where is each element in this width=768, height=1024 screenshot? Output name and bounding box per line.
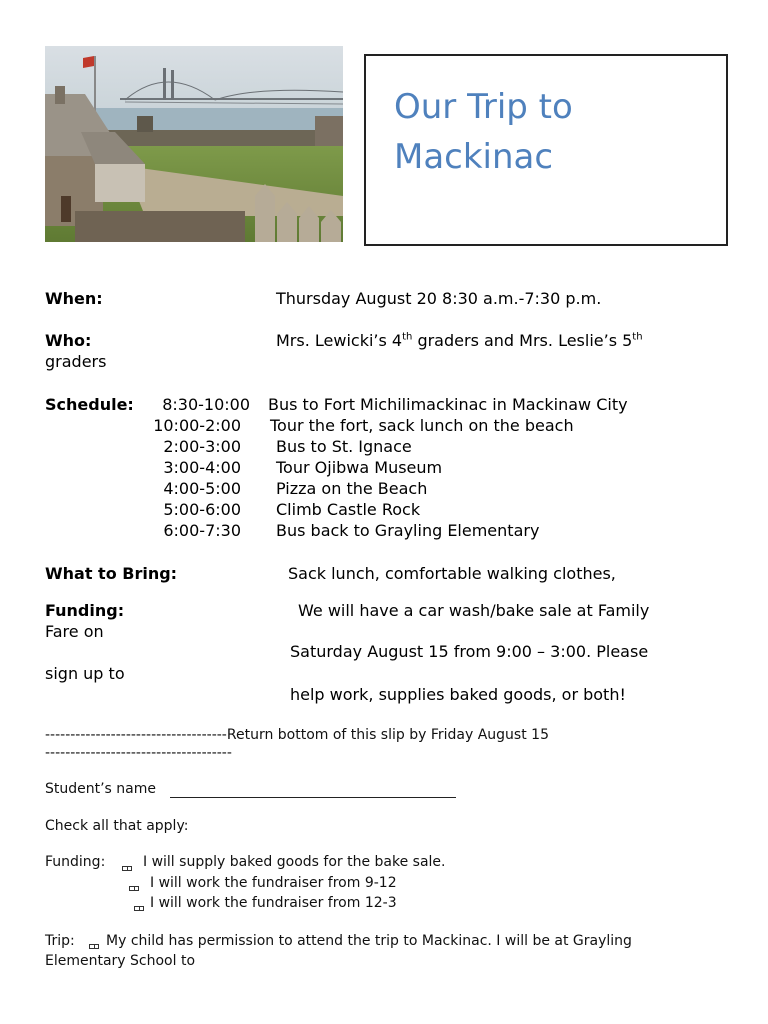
- who-wrap: graders: [45, 352, 107, 371]
- who-label: Who:: [45, 331, 92, 350]
- funding-wrap1: Fare on: [45, 622, 104, 641]
- schedule-activity: Climb Castle Rock: [276, 500, 421, 519]
- schedule-time: 4:00-5:00: [163, 479, 241, 498]
- schedule-time: 10:00-2:00: [153, 416, 241, 435]
- slip-return-text: Return bottom of this slip by Friday August 15: [226, 727, 549, 743]
- schedule-activity: Bus to St. Ignace: [276, 437, 412, 456]
- page-title: Our Trip to Mackinac: [394, 87, 573, 177]
- when-label: When:: [45, 289, 103, 308]
- student-name-label: Student’s name: [45, 781, 157, 797]
- slip-separator: [45, 726, 549, 744]
- slip-funding-label: Funding:: [45, 854, 106, 870]
- fort-photo-image: [45, 46, 343, 242]
- bring-value: Sack lunch, comfortable walking clothes,: [288, 564, 616, 583]
- funding-line3: help work, supplies baked goods, or both!: [290, 685, 626, 704]
- who-part2: graders and Mrs. Leslie’s 5: [412, 331, 633, 350]
- title-box: [364, 54, 728, 246]
- schedule-activity: Pizza on the Beach: [276, 479, 428, 498]
- checkbox-work-9-12[interactable]: [129, 886, 139, 891]
- schedule-time: 6:00-7:30: [163, 521, 241, 540]
- student-name-line[interactable]: [170, 797, 456, 798]
- schedule-label: Schedule:: [45, 395, 134, 414]
- schedule-time: 3:00-4:00: [163, 458, 241, 477]
- option-baked-goods: I will supply baked goods for the bake sale.: [143, 854, 446, 870]
- who-sup1: th: [402, 331, 413, 343]
- bring-label: What to Bring:: [45, 564, 178, 583]
- who-value: [276, 331, 643, 351]
- slip-dashes-wrap: -------------------------------------: [45, 745, 232, 761]
- schedule-time: 5:00-6:00: [163, 500, 241, 519]
- schedule-time: 8:30-10:00: [162, 395, 250, 414]
- option-work-9-12: I will work the fundraiser from 9-12: [150, 875, 397, 891]
- checkbox-trip-permission[interactable]: [89, 944, 99, 949]
- who-part1: Mrs. Lewicki’s 4: [276, 331, 403, 350]
- checkbox-work-12-3[interactable]: [134, 906, 144, 911]
- schedule-activity: Tour the fort, sack lunch on the beach: [270, 416, 574, 435]
- schedule-activity: Tour Ojibwa Museum: [276, 458, 443, 477]
- when-value: Thursday August 20 8:30 a.m.-7:30 p.m.: [276, 289, 602, 308]
- option-work-12-3: I will work the fundraiser from 12-3: [150, 895, 397, 911]
- schedule-activity: Bus to Fort Michilimackinac in Mackinaw City: [268, 395, 628, 414]
- funding-line2: Saturday August 15 from 9:00 – 3:00. Please: [290, 642, 649, 661]
- option-trip-wrap: Elementary School to: [45, 953, 196, 969]
- check-all-label: Check all that apply:: [45, 818, 189, 834]
- checkbox-baked-goods[interactable]: [122, 866, 132, 871]
- who-sup2: th: [632, 331, 643, 343]
- funding-label: Funding:: [45, 601, 125, 620]
- schedule-time: 2:00-3:00: [163, 437, 241, 456]
- option-trip-permission: My child has permission to attend the trip to Mackinac. I will be at Grayling: [106, 933, 632, 949]
- fort-photo: [45, 46, 343, 242]
- funding-wrap2: sign up to: [45, 664, 125, 683]
- schedule-activity: Bus back to Grayling Elementary: [276, 521, 540, 540]
- funding-line1: We will have a car wash/bake sale at Family: [298, 601, 650, 620]
- slip-trip-label: Trip:: [45, 933, 75, 949]
- slip-dashes: ------------------------------------: [45, 727, 227, 743]
